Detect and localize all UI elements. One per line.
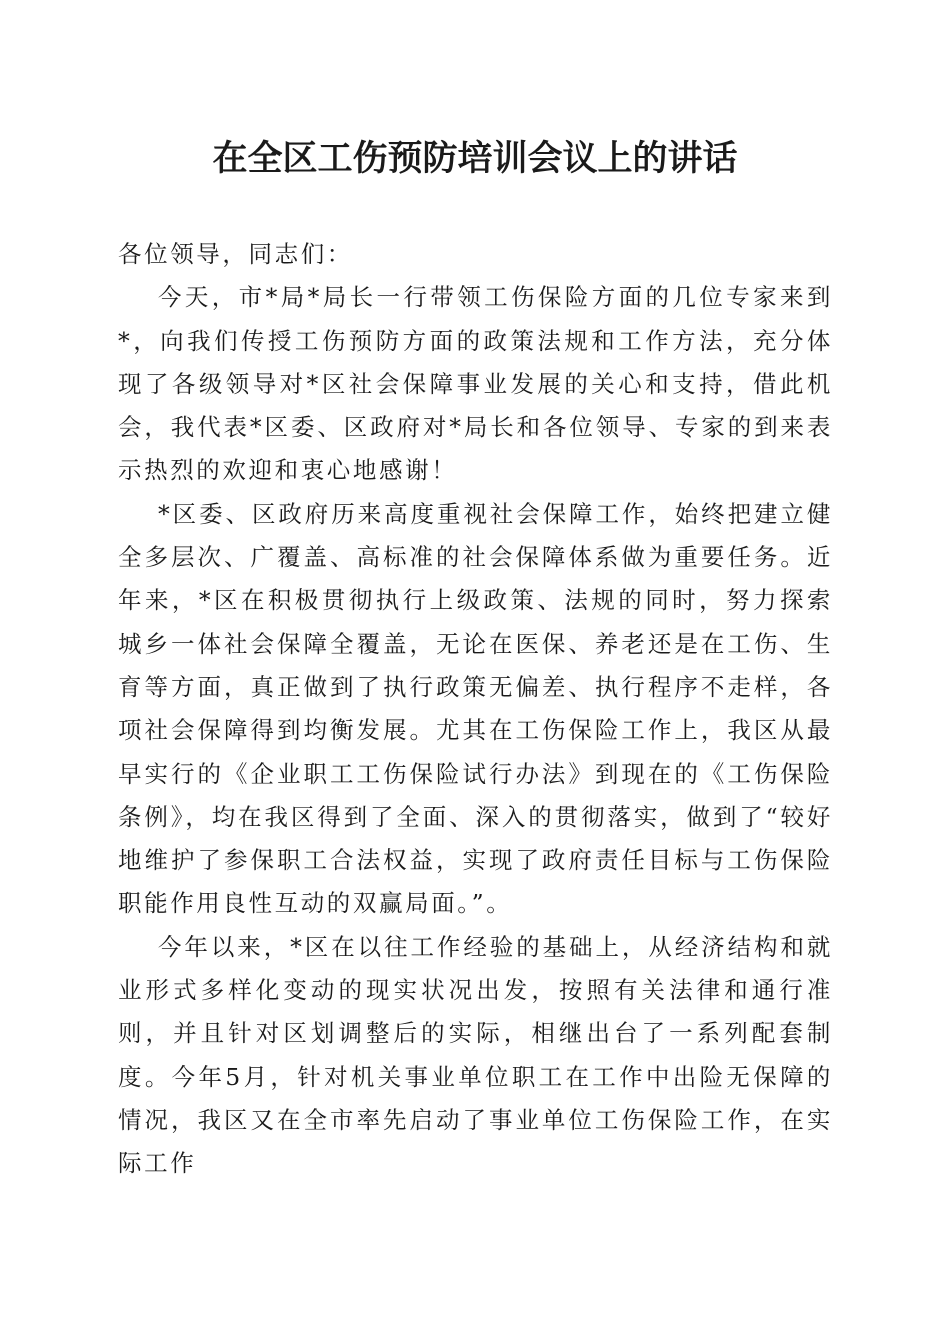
salutation: 各位领导，同志们： [118, 240, 353, 268]
document-body [118, 233, 833, 1186]
paragraph-2: *区委、区政府历来高度重视社会保障工作，始终把建立健全多层次、广覆盖、高标准的社会保障体系做为重要任务。近年来，*区在积极贯彻执行上级政策、法规的同时，努力探索城乡一体社会保障全覆盖，无论在医保、养老还是在工伤、生育等方面，真正做到了执行政策无偏差、执行程序不走样，各项社会保障得到均衡发展。尤其在工伤保险工作上，我区从最早实行的《企业职工工伤保险试行办法》到现在的《工伤保险条例》，均在我区得到了全面、深入的贯彻落实，做到了“较好地维护了参保职工合法权益，实现了政府责任目标与工伤保险职能作用良性互动的双赢局面。”。 [118, 499, 833, 918]
paragraph-3: 今年以来，*区在以往工作经验的基础上，从经济结构和就业形式多样化变动的现实状况出发，按照有关法律和通行准则，并且针对区划调整后的实际，相继出台了一系列配套制度。今年5月，针对机关事业单位职工在工作中出险无保障的情况，我区又在全市率先启动了事业单位工伤保险工作，在实际工作 [118, 932, 833, 1178]
document-title: 在全区工伤预防培训会议上的讲话 [212, 138, 738, 179]
paragraph-1: 今天，市*局*局长一行带领工伤保险方面的几位专家来到*，向我们传授工伤预防方面的政策法规和工作方法，充分体现了各级领导对*区社会保障事业发展的关心和支持，借此机会，我代表*区委、区政府对*局长和各位领导、专家的到来表示热烈的欢迎和衷心地感谢！ [118, 283, 833, 485]
